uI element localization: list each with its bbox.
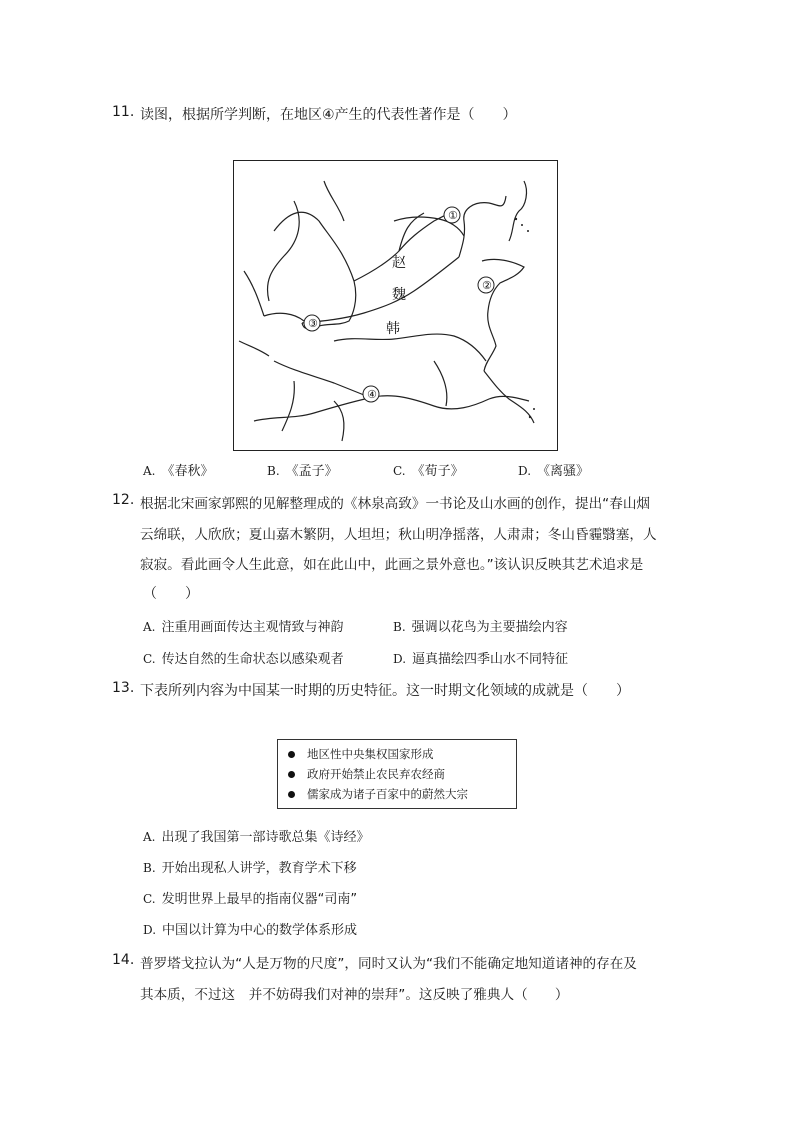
- option-text: 《春秋》: [161, 464, 214, 479]
- option-label: A.: [143, 464, 156, 478]
- q11-option-a[interactable]: [143, 460, 214, 479]
- q11-number: 11.: [112, 104, 135, 120]
- map-label-4: ④: [367, 388, 377, 401]
- map-label-wei: 魏: [392, 287, 406, 303]
- option-text: 出现了我国第一部诗歌总集《诗经》: [161, 830, 370, 845]
- option-text: 《离骚》: [537, 464, 590, 479]
- q14-number: 14.: [112, 952, 135, 968]
- q13-number: 13.: [112, 680, 135, 696]
- option-text: 传达自然的生命状态以感染观者: [161, 652, 344, 667]
- option-text: 注重用画面传达主观情致与神韵: [161, 620, 344, 635]
- q12-option-b[interactable]: [393, 616, 568, 635]
- option-text: 《荀子》: [411, 464, 464, 479]
- option-label: A.: [143, 830, 156, 844]
- option-label: D.: [393, 652, 407, 666]
- q11-stem: 读图，根据所学判断，在地区④产生的代表性著作是（ ）: [140, 107, 517, 123]
- q12-number: 12.: [112, 492, 135, 508]
- table-item: [288, 746, 434, 762]
- q13-option-b[interactable]: [143, 857, 357, 876]
- bullet-icon: [288, 771, 295, 778]
- option-text: 强调以花鸟为主要描绘内容: [411, 620, 568, 635]
- option-text: 发明世界上最早的指南仪器“司南”: [161, 892, 358, 907]
- bullet-icon: [288, 751, 295, 758]
- map-label-2: ②: [482, 279, 492, 292]
- q13-option-c[interactable]: [143, 888, 357, 907]
- q13-option-a[interactable]: [143, 826, 370, 845]
- q12-line-1: 根据北宋画家郭熙的见解整理成的《林泉高致》一书论及山水画的创作，提出“春山烟: [140, 496, 651, 512]
- map-label-1: ①: [448, 209, 458, 222]
- q12-line-3: 寂寂。看此画令人生此意，如在此山中，此画之景外意也。”该认识反映其艺术追求是: [140, 557, 644, 573]
- map-label-zhao: 赵: [392, 255, 406, 271]
- q12-option-d[interactable]: [393, 648, 568, 667]
- option-text: 开始出现私人讲学，教育学术下移: [161, 861, 357, 876]
- q11-option-d[interactable]: [518, 460, 589, 479]
- q14-line-1: 普罗塔戈拉认为“人是万物的尺度”，同时又认为“我们不能确定地知道诸神的存在及: [140, 956, 637, 972]
- option-label: C.: [393, 464, 406, 478]
- map-label-han: 韩: [386, 321, 400, 337]
- option-text: 中国以计算为中心的数学体系形成: [162, 923, 358, 938]
- map-drawing: [234, 161, 558, 451]
- table-item: [288, 786, 468, 802]
- option-label: B.: [143, 861, 156, 875]
- q14-line-2: 其本质，不过这 并不妨碍我们对神的崇拜”。这反映了雅典人（ ）: [140, 987, 569, 1003]
- warring-states-map: [233, 160, 558, 451]
- q11-option-c[interactable]: [393, 460, 464, 479]
- option-label: B.: [267, 464, 280, 478]
- q11-option-b[interactable]: [267, 460, 338, 479]
- bullet-icon: [288, 791, 295, 798]
- map-label-3: ③: [308, 317, 318, 330]
- table-item-text: 地区性中央集权国家形成: [307, 747, 434, 761]
- q12-line-4: （ ）: [143, 586, 199, 602]
- option-label: D.: [143, 923, 157, 937]
- q13-option-d[interactable]: [143, 919, 357, 938]
- table-item-text: 儒家成为诸子百家中的蔚然大宗: [307, 787, 468, 801]
- table-item-text: 政府开始禁止农民弃农经商: [307, 767, 445, 781]
- feature-table: [277, 739, 517, 809]
- table-item: [288, 766, 445, 782]
- q13-stem: 下表所列内容为中国某一时期的历史特征。这一时期文化领域的成就是（ ）: [140, 683, 630, 699]
- q12-option-c[interactable]: [143, 648, 344, 667]
- q12-option-a[interactable]: [143, 616, 344, 635]
- q12-line-2: 云绵联，人欣欣；夏山嘉木繁阴，人坦坦；秋山明净摇落，人肃肃；冬山昏霾翳塞，人: [140, 527, 657, 543]
- option-label: C.: [143, 892, 156, 906]
- option-label: B.: [393, 620, 406, 634]
- option-text: 逼真描绘四季山水不同特征: [412, 652, 569, 667]
- option-label: A.: [143, 620, 156, 634]
- option-label: C.: [143, 652, 156, 666]
- option-text: 《孟子》: [285, 464, 338, 479]
- option-label: D.: [518, 464, 532, 478]
